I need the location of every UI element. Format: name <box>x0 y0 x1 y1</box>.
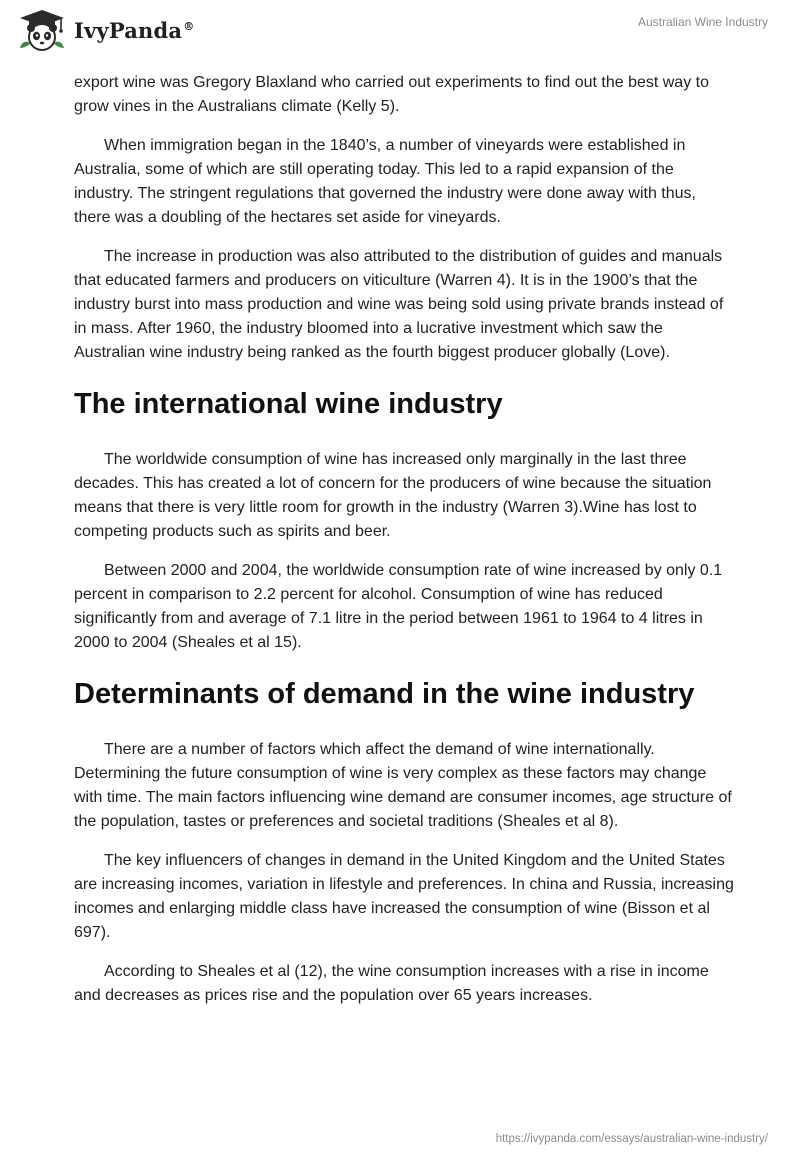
paragraph: The key influencers of changes in demand in the United Kingdom and the United States are increasing incomes, variation in lifestyle and preferences. In china and Russia, increasing incomes and enlarging middle class have increased the consumption of wine (Bisson et al 697). <box>74 852 734 941</box>
paragraph: When immigration began in the 1840’s, a number of vineyards were established in Australia, some of which are still operating today. This led to a rapid expansion of the industry. The stringent regulations that governed the industry were done away with thus, there was a doubling of the hectares set aside for vineyards. <box>74 137 696 226</box>
brand-name: IvyPanda® <box>74 17 195 43</box>
paragraph: export wine was Gregory Blaxland who carried out experiments to find out the best way to grow vines in the Australians climate (Kelly 5). <box>74 74 709 115</box>
source-url[interactable]: https://ivypanda.com/essays/australian-wine-industry/ <box>495 1133 768 1145</box>
paragraph: There are a number of factors which affect the demand of wine internationally. Determining the future consumption of wine is very complex as these factors may change with time. The main factors influencing wine demand are consumer incomes, age structure of the population, tastes or preferences and societal traditions (Sheales et al 8). <box>74 741 732 830</box>
registered-mark: ® <box>183 19 195 33</box>
paragraph: The worldwide consumption of wine has increased only marginally in the last three decades. This has created a lot of concern for the producers of wine because the situation means that there is very little room for growth in the industry (Warren 3).Wine has lost to competing products such as spirits and beer. <box>74 451 712 540</box>
document-title: Australian Wine Industry <box>637 15 768 29</box>
paragraph: According to Sheales et al (12), the wine consumption increases with a rise in income and decreases as prices rise and the population over 65 years increases. <box>74 963 709 1004</box>
ivypanda-logo[interactable] <box>16 8 194 52</box>
section-heading: The international wine industry <box>74 388 503 420</box>
panda-graduation-cap-icon <box>16 8 68 52</box>
page-header <box>0 0 800 60</box>
paragraph: Between 2000 and 2004, the worldwide consumption rate of wine increased by only 0.1 percent in comparison to 2.2 percent for alcohol. Consumption of wine has reduced significantly from and average of 7.1 litre in the period between 1961 to 1964 to 4 litres in 2000 to 2004 (Sheales et al 15). <box>74 562 723 651</box>
paragraph: The increase in production was also attributed to the distribution of guides and manuals that educated farmers and producers on viticulture (Warren 4). It is in the 1900’s that the industry burst into mass production and wine was being sold using private brands instead of in mass. After 1960, the industry bloomed into a lucrative investment which saw the Australian wine industry being ranked as the fourth biggest producer globally (Love). <box>74 248 724 361</box>
essay-body <box>74 71 734 1023</box>
section-heading: Determinants of demand in the wine industry <box>74 678 695 710</box>
